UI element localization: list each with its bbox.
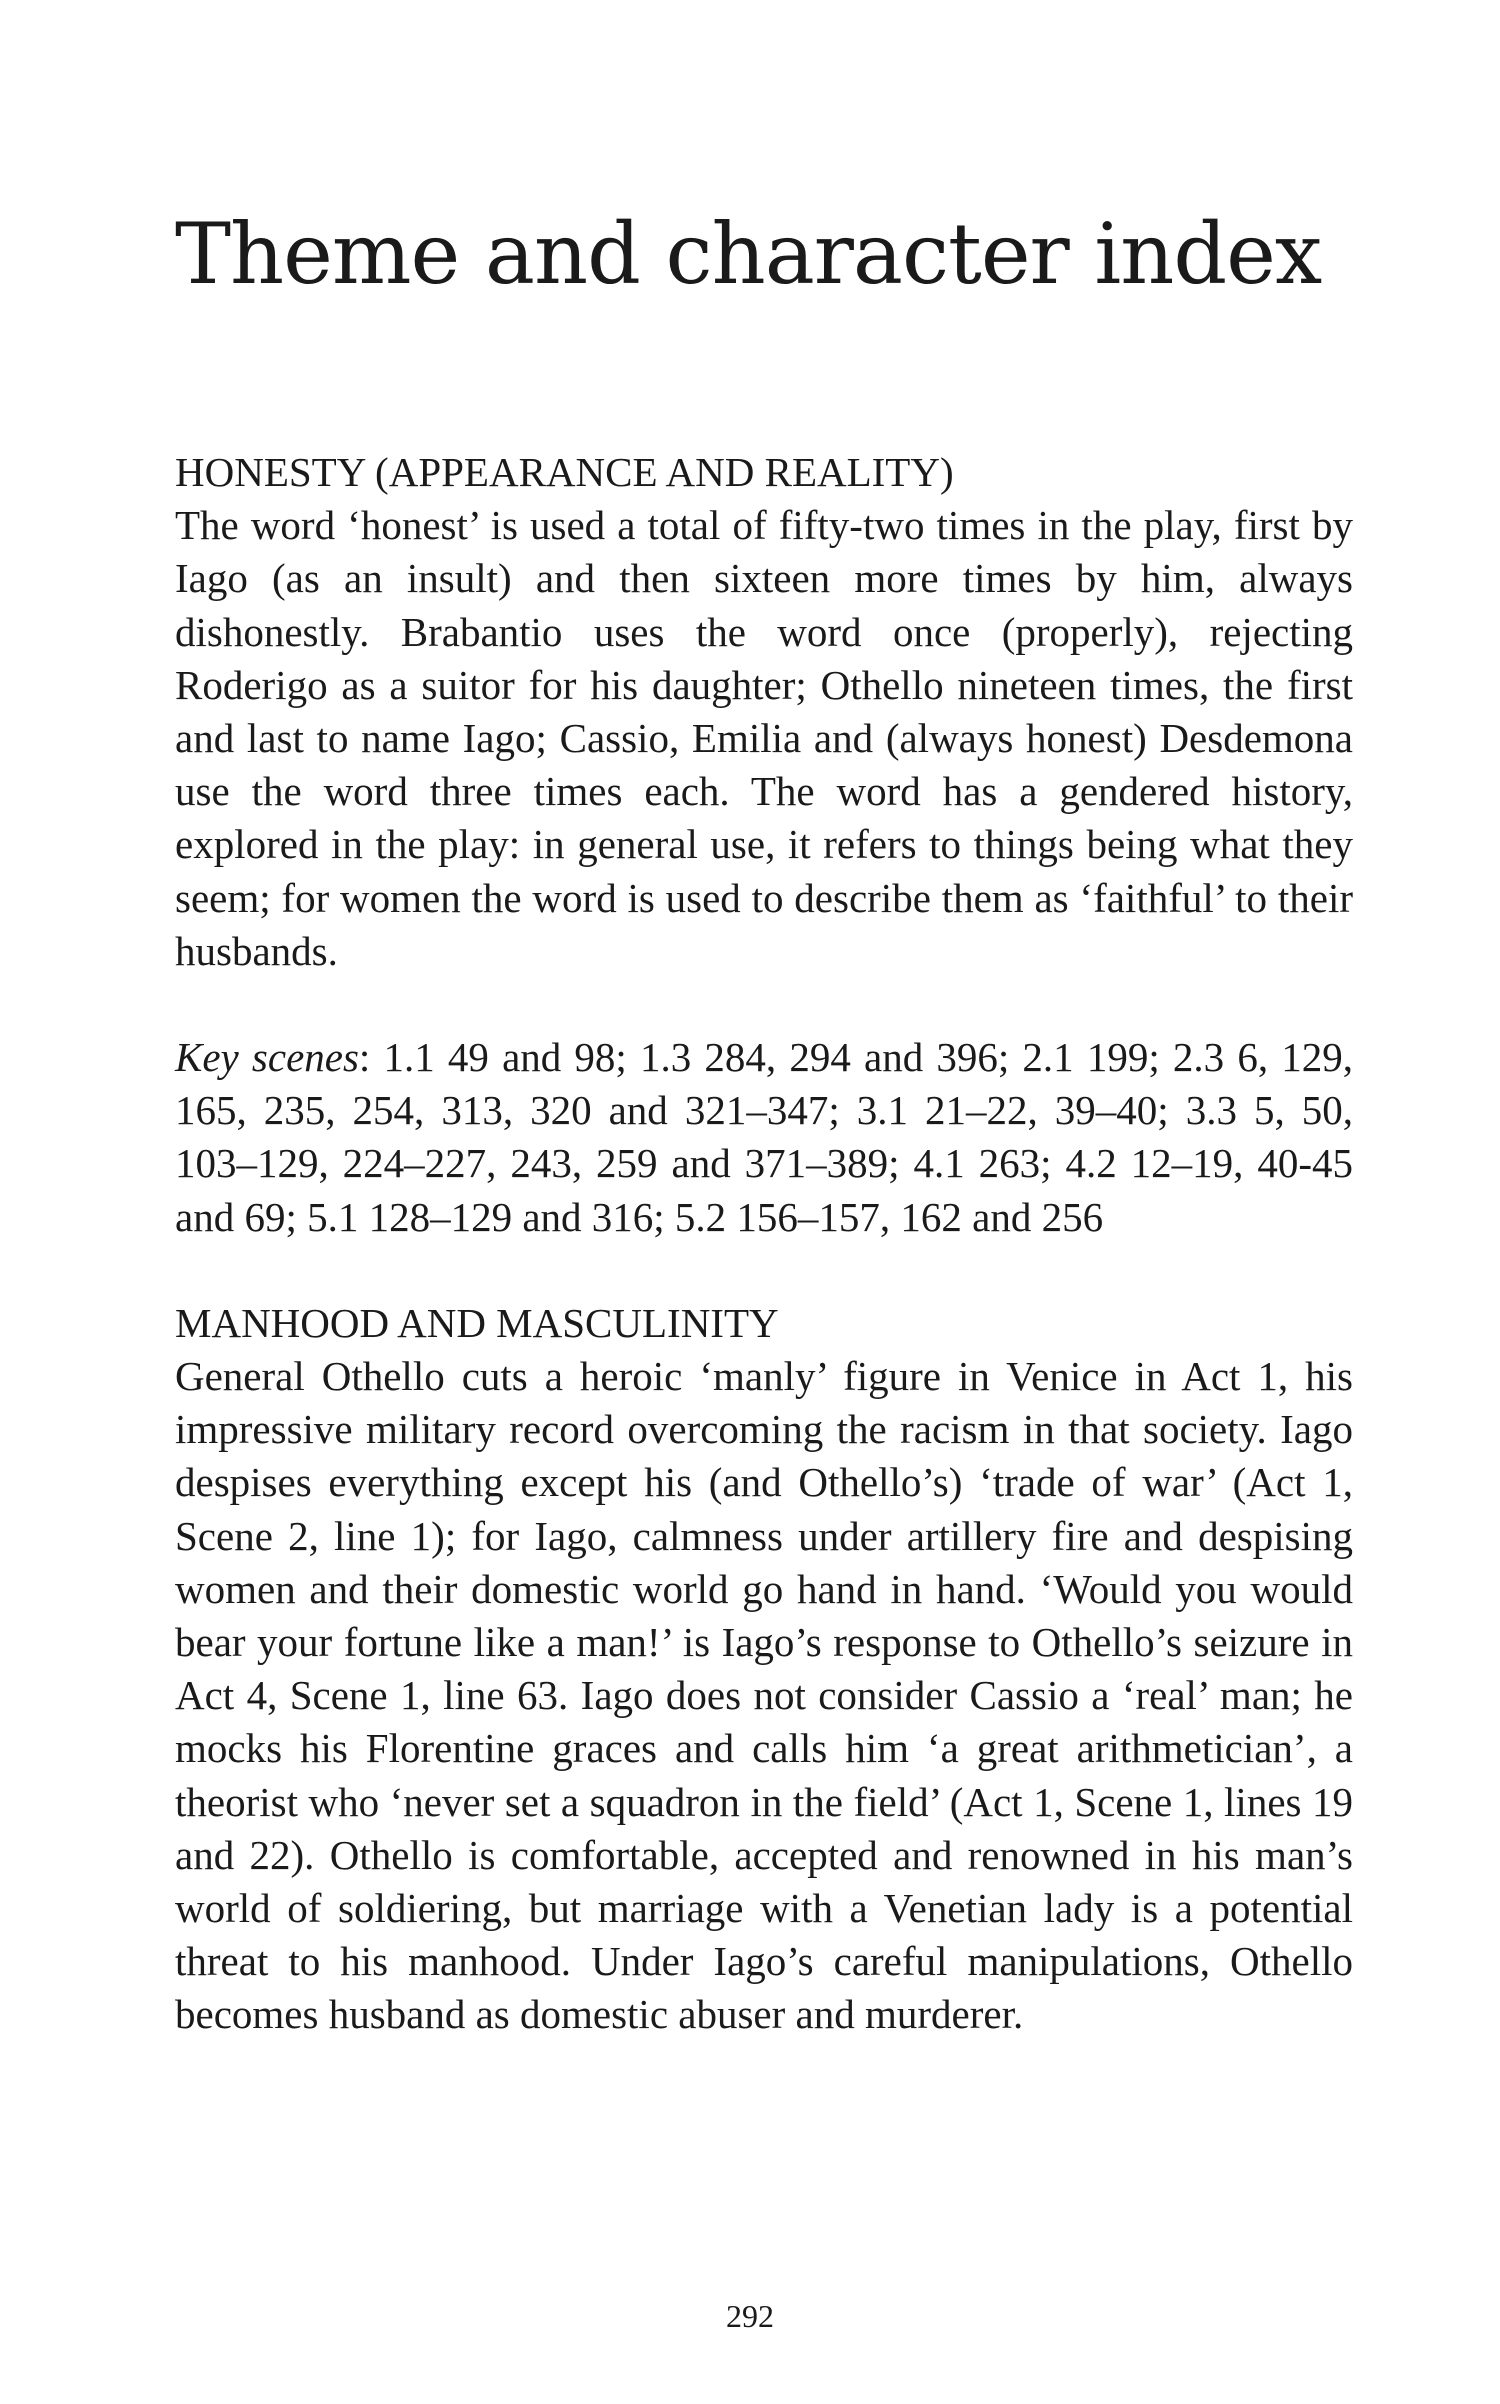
page-title: Theme and character index (175, 205, 1322, 303)
key-scenes-text: : 1.1 49 and 98; 1.3 284, 294 and 396; 2.1 199; 2.3 6, 129, 165, 235, 254, 313, 320 and 321–347; 3.1 21–22, 39–40; 3.3 5, 50, 103–129, 224–227, 243, 259 and 371–389; 4.1 263; 4.2 12–19, 40-45 and 69; 5.1 128–129 and 316; 5.2 156–157, 162 and 256 (175, 1034, 1353, 1240)
index-entry-manhood (175, 1297, 1353, 2042)
key-scenes-label: Key scenes (175, 1034, 359, 1081)
index-content (175, 446, 1353, 2042)
index-entry-honesty (175, 446, 1353, 1244)
entry-body: General Othello cuts a heroic ‘manly’ figure in Venice in Act 1, his impressive military record overcoming the racism in that society. Iago despises everything except his (and Othello’s) ‘trade of war’ (Act 1, Scene 2, line 1); for Iago, calmness under artillery fire and despising women and their domestic world go hand in hand. ‘Would you would bear your fortune like a man!’ is Iago’s response to Othello’s seizure in Act 4, Scene 1, line 63. Iago does not consider Cassio a ‘real’ man; he mocks his Florentine graces and calls him ‘a great arithmetician’, a theorist who ‘never set a squadron in the field’ (Act 1, Scene 1, lines 19 and 22). Othello is comfortable, accepted and renowned in his man’s world of soldiering, but marriage with a Venetian lady is a potential threat to his manhood. Under Iago’s careful manipulations, Othello becomes husband as domestic abuser and murderer. (175, 1353, 1353, 2038)
key-scenes (175, 1031, 1353, 1244)
entry-body: The word ‘honest’ is used a total of fifty-two times in the play, first by Iago (as an insult) and then sixteen more times by him, always dishonestly. Brabantio uses the word once (properly), rejecting Roderigo as a suitor for his daughter; Othello nineteen times, the first and last to name Iago; Cassio, Emilia and (always honest) Desdemona use the word three times each. The word has a gendered history, explored in the play: in general use, it refers to things being what they seem; for women the word is used to describe them as ‘faithful’ to their husbands. (175, 502, 1353, 974)
entry-heading: MANHOOD AND MASCULINITY (175, 1299, 779, 1346)
entry-heading: HONESTY (APPEARANCE AND REALITY) (175, 449, 954, 495)
page-number: 292 (726, 2298, 774, 2334)
